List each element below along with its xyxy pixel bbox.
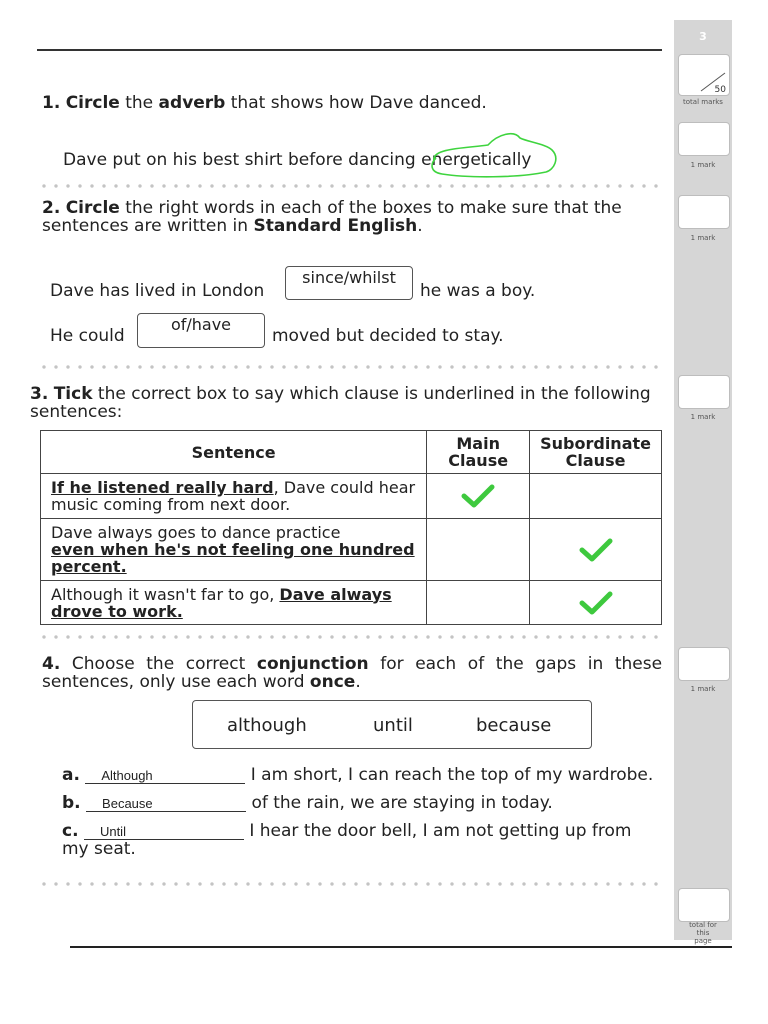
q2-mark-box[interactable]: [678, 195, 730, 229]
answer-blank[interactable]: Although: [85, 768, 245, 784]
divider-dots-3: [38, 635, 662, 639]
answer-blank[interactable]: Until: [84, 824, 244, 840]
total-marks-value: 50: [714, 85, 726, 95]
q2-mark-label: 1 mark: [690, 234, 716, 242]
q4-item-b: b. Because of the rain, we are staying in today.: [62, 793, 553, 813]
q4-mark-box[interactable]: [678, 647, 730, 681]
word-bank-item: until: [373, 715, 413, 736]
sentence-cell: Although it wasn't far to go, Dave always drove to work.: [41, 581, 427, 625]
sentence-cell: If he listened really hard, Dave could hear music coming from next door.: [41, 474, 427, 519]
q2-sentence-2-start: He could: [50, 326, 125, 346]
q4-mark-label: 1 mark: [690, 685, 716, 693]
subordinate-clause-cell[interactable]: [530, 474, 662, 519]
page-total-box[interactable]: [678, 888, 730, 922]
total-marks-box[interactable]: [678, 54, 730, 96]
q1-mark-box[interactable]: [678, 122, 730, 156]
main-clause-cell[interactable]: [427, 581, 530, 625]
q2-prompt: 2. Circle the right words in each of the boxes to make sure that the sentences are written in Standard English.: [42, 198, 622, 236]
divider-dots-4: [38, 882, 662, 886]
q3-mark-box[interactable]: [678, 375, 730, 409]
q2-sentence-1-end: he was a boy.: [420, 281, 536, 301]
page-total-label: total for this page: [689, 921, 717, 945]
circled-adverb[interactable]: energetically: [421, 150, 532, 170]
q2-choice-box-1[interactable]: since/whilst: [285, 266, 413, 300]
q1-prompt: 1. Circle the adverb that shows how Dave danced.: [42, 93, 487, 113]
bottom-rule: [70, 946, 732, 948]
tick-icon: [461, 483, 495, 509]
q3-prompt: 3. Tick the correct box to say which clause is underlined in the following sentences:: [30, 384, 651, 422]
answer-blank[interactable]: Because: [86, 796, 246, 812]
table-row: [41, 581, 662, 625]
q4-item-a: a. Although I am short, I can reach the top of my wardrobe.: [62, 765, 654, 785]
tick-icon: [579, 590, 613, 616]
q2-sentence-1-start: Dave has lived in London: [50, 281, 265, 301]
marks-sidebar: [674, 20, 732, 940]
total-marks-label: total marks: [683, 98, 723, 106]
word-bank-item: although: [227, 715, 307, 736]
header-sentence: Sentence: [41, 431, 427, 474]
main-clause-cell[interactable]: [427, 519, 530, 581]
subordinate-clause-cell[interactable]: [530, 519, 662, 581]
main-clause-cell[interactable]: [427, 474, 530, 519]
q1-mark-label: 1 mark: [690, 161, 716, 169]
q3-mark-label: 1 mark: [690, 413, 716, 421]
green-circle-annotation: [428, 128, 564, 188]
q1-sentence: Dave put on his best shirt before dancing energetically: [63, 150, 532, 170]
q4-item-c: c. Until I hear the door bell, I am not getting up from my seat.: [62, 821, 632, 859]
word-bank-item: because: [476, 715, 552, 736]
divider-dots-2: [38, 365, 662, 369]
word-bank-box: [192, 700, 592, 749]
header-main-clause: Main Clause: [427, 431, 530, 474]
top-rule: [37, 49, 662, 51]
clause-table: [40, 430, 662, 625]
table-row: [41, 474, 662, 519]
table-header-row: [41, 431, 662, 474]
q2-sentence-2-end: moved but decided to stay.: [272, 326, 504, 346]
sentence-cell: Dave always goes to dance practice even when he's not feeling one hundred percent.: [41, 519, 427, 581]
header-subordinate-clause: Subordinate Clause: [530, 431, 662, 474]
q2-choice-box-2[interactable]: of/have: [137, 313, 265, 348]
divider-dots-1: [38, 184, 662, 188]
q4-prompt: 4. Choose the correct conjunction for each of the gaps in these sentences, only use each word once.: [42, 654, 663, 692]
tick-icon: [579, 537, 613, 563]
table-row: [41, 519, 662, 581]
page-number: 3: [699, 30, 707, 43]
subordinate-clause-cell[interactable]: [530, 581, 662, 625]
